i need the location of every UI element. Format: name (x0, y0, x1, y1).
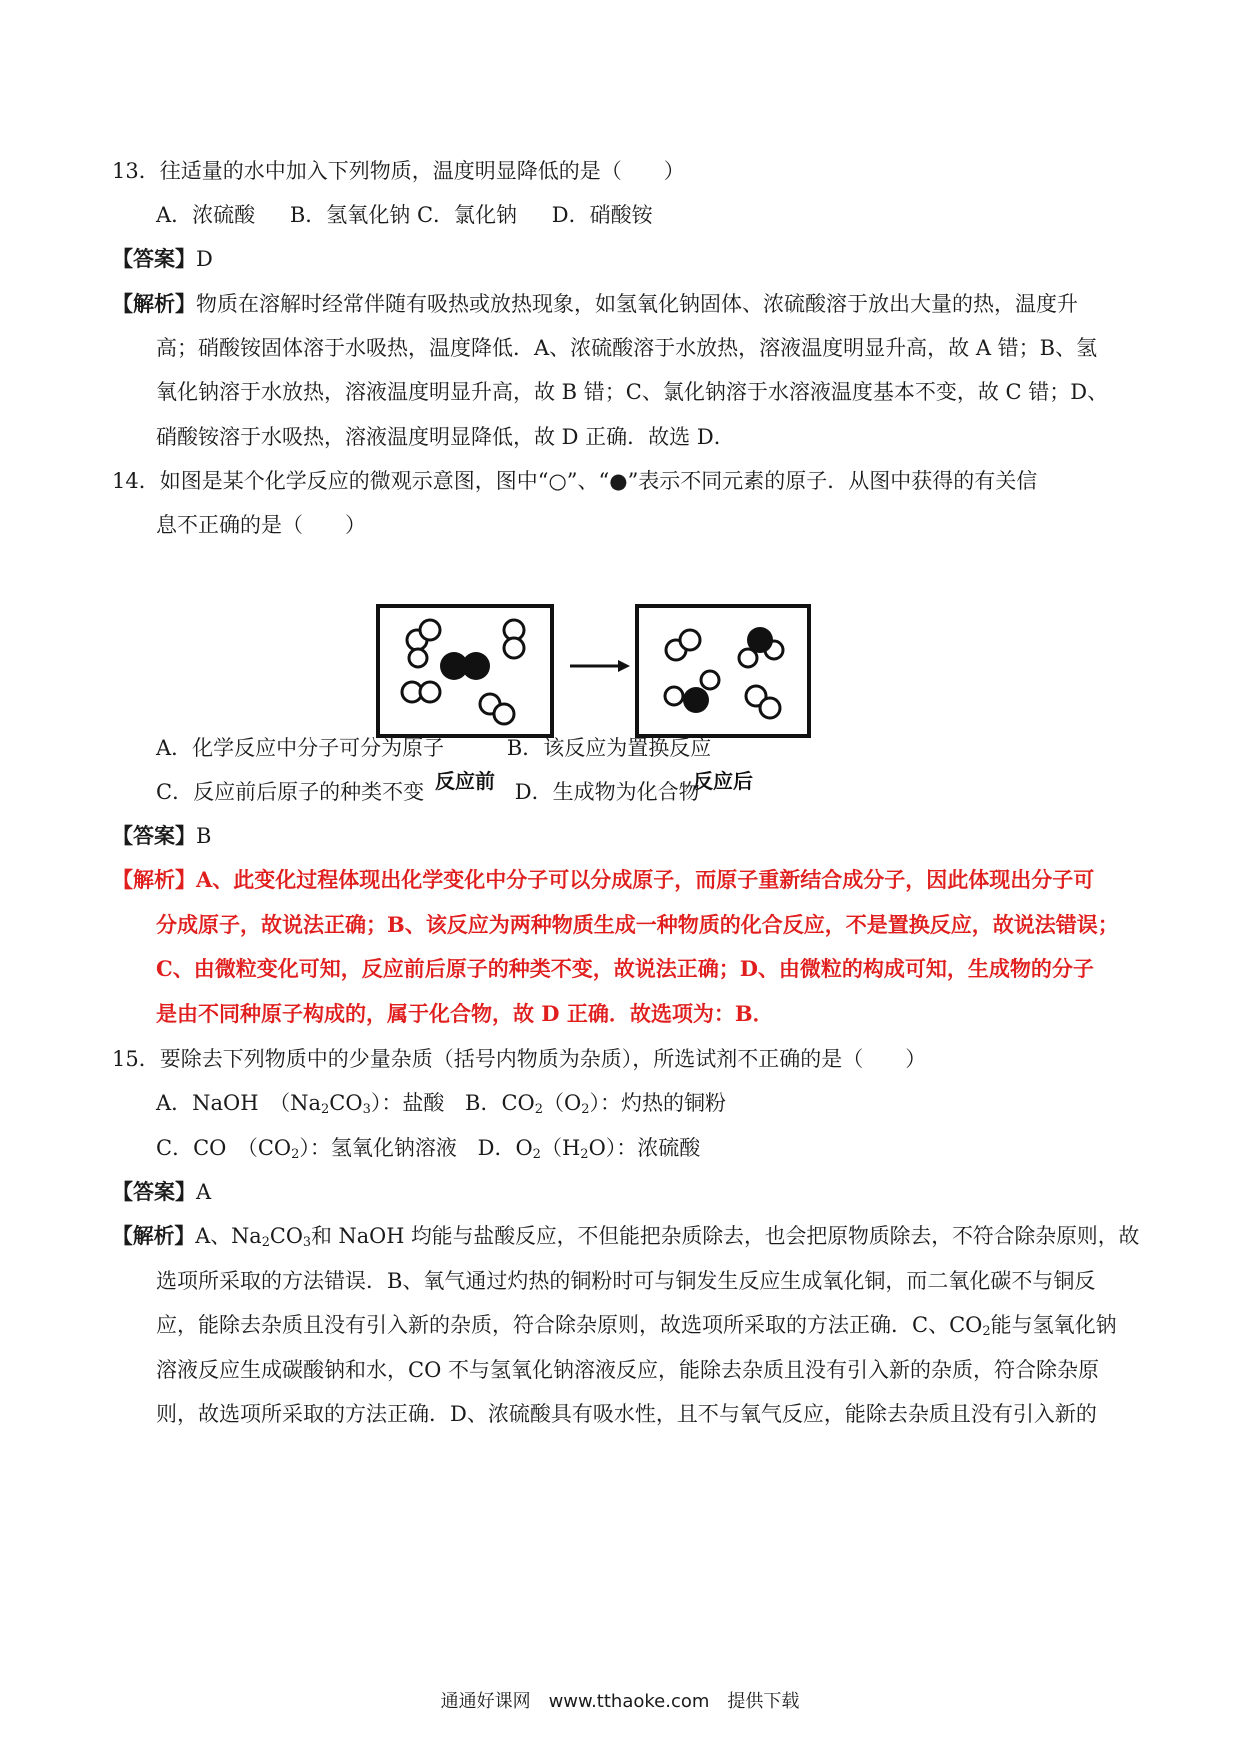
q14-stem-line-1: 14．如图是某个化学反应的微观示意图，图中“○”、“●”表示不同元素的原子．从图中获得的有关信 (112, 469, 1038, 493)
white-atom-icon (504, 638, 524, 658)
q14-options-row-1 (156, 733, 711, 763)
q14-option-b: B．该反应为置换反应 (506, 736, 712, 760)
q15-answer (112, 1177, 211, 1207)
q15-option-a: A．NaOH $(Na_2CO_3)$：盐酸 (156, 1091, 445, 1117)
q13-option-a: A．浓硫酸 (156, 203, 256, 227)
q14-analysis-line-1 (112, 865, 1094, 895)
q15-analysis-line-2: 选项所采取的方法错误．B、氧气通过灼热的铜粉时可与铜发生反应生成氧化铜，而二氧化碳不与铜反 (156, 1269, 1096, 1293)
after-box (637, 606, 809, 736)
white-atom-icon (680, 630, 700, 650)
q15-analysis-line-3: 应，能除去杂质且没有引入新的杂质，符合除杂原则，故选项所采取的方法正确．C、$CO_2$能与氢氧化钠 (156, 1313, 1117, 1339)
q13-options (156, 200, 653, 230)
q13-stem: 13．往适量的水中加入下列物质，温度明显降低的是（ ） (112, 159, 685, 183)
q13-option-bc: B．氢氧化钠 C．氯化钠 (289, 203, 518, 227)
analysis-label: 【解析】 (112, 867, 196, 892)
q13-answer (112, 244, 213, 274)
answer-label: 【答案】 (112, 1179, 196, 1204)
q15-analysis-line-1: 【解析】A、$Na_2CO_3$和 NaOH 均能与盐酸反应，不但能把杂质除去，也会把原物质除去，不符合除杂原则，故 (112, 1223, 1140, 1250)
q15-option-b: B．$CO_2(O_2)$：灼热的铜粉 (465, 1091, 727, 1117)
white-atom-icon (420, 682, 440, 702)
q14-option-c: C．反应前后原子的种类不变 (156, 780, 425, 804)
black-atom-icon (683, 687, 709, 713)
q15-option-c: C．CO $(CO_2)$：氢氧化钠溶液 (156, 1136, 457, 1162)
after-label: 反应后 (693, 769, 753, 793)
answer-value: A (196, 1180, 212, 1204)
q14-stem-line-2: 息不正确的是（ ） (156, 513, 366, 537)
white-atom-icon (420, 620, 440, 640)
white-atom-icon (739, 649, 757, 667)
q14-analysis-line-2: 分成原子，故说法正确；B、该反应为两种物质生成一种物质的化合反应，不是置换反应，故说法错误； (156, 912, 1119, 937)
q15-stem: 15．要除去下列物质中的少量杂质（括号内物质为杂质），所选试剂不正确的是（ ） (112, 1047, 927, 1071)
answer-label: 【答案】 (112, 823, 196, 848)
q15-option-d: D．$O_2(H_2O)$：浓硫酸 (477, 1136, 701, 1162)
arrow-icon (570, 660, 630, 672)
q15-analysis-line-5: 则，故选项所采取的方法正确．D、浓硫酸具有吸水性，且不与氧气反应，能除去杂质且没有引入新的 (156, 1402, 1097, 1426)
white-atom-icon (665, 687, 683, 705)
analysis-label: 【解析】 (112, 291, 196, 316)
q15-analysis-line-4: 溶液反应生成碳酸钠和水，CO 不与氢氧化钠溶液反应，能除去杂质且没有引入新的杂质，符合除杂原 (156, 1358, 1099, 1382)
before-black-molecule (440, 652, 490, 680)
q14-analysis-line-3: C、由微粒变化可知，反应前后原子的种类不变，故说法正确；D、由微粒的构成可知，生成物的分子 (156, 956, 1094, 981)
answer-label: 【答案】 (112, 246, 196, 271)
reaction-diagram (372, 600, 872, 800)
q13-analysis-line-3: 氧化钠溶于水放热，溶液温度明显升高，故 B 错；C、氯化钠溶于水溶液温度基本不变，故 C 错；D、 (156, 380, 1109, 404)
analysis-label: 【解析】 (112, 1223, 196, 1248)
page-footer: 通通好课网 www.tthaoke.com 提供下载 (440, 1691, 800, 1712)
analysis-text: 物质在溶解时经常伴随有吸热或放热现象，如氢氧化钠固体、浓硫酸溶于放出大量的热，温度升 (196, 292, 1078, 316)
q13-option-d: D．硝酸铵 (551, 203, 653, 227)
white-atom-icon (494, 704, 514, 724)
q13-analysis-line-1 (112, 289, 1078, 319)
q13-analysis-line-4: 硝酸铵溶于水吸热，溶液温度明显降低，故 D 正确．故选 D． (156, 425, 735, 449)
q13-analysis-line-2: 高；硝酸铵固体溶于水吸热，温度降低．A、浓硫酸溶于水放热，溶液温度明显升高，故 A 错；B、氢 (156, 336, 1098, 360)
answer-value: B (196, 824, 212, 848)
white-atom-icon (760, 698, 780, 718)
q14-option-d: D．生成物为化合物 (514, 780, 700, 804)
q14-option-a: A．化学反应中分子可分为原子 (156, 736, 445, 760)
white-atom-icon (701, 671, 719, 689)
q15-options-row-1 (156, 1088, 726, 1118)
q15-options-row-2 (156, 1133, 700, 1163)
white-atom-icon (409, 649, 427, 667)
answer-value: D (196, 247, 213, 271)
q14-analysis-line-4: 是由不同种原子构成的，属于化合物，故 D 正确．故选项为：B． (156, 1001, 774, 1026)
analysis-text: A、此变化过程体现出化学变化中分子可以分成原子，而原子重新结合成分子，因此体现出分子可 (196, 867, 1095, 892)
q14-options-row-2 (156, 777, 700, 807)
black-atom-icon (747, 627, 773, 653)
black-atom-icon (462, 652, 490, 680)
q14-answer (112, 821, 211, 851)
before-label: 反应前 (435, 769, 495, 793)
